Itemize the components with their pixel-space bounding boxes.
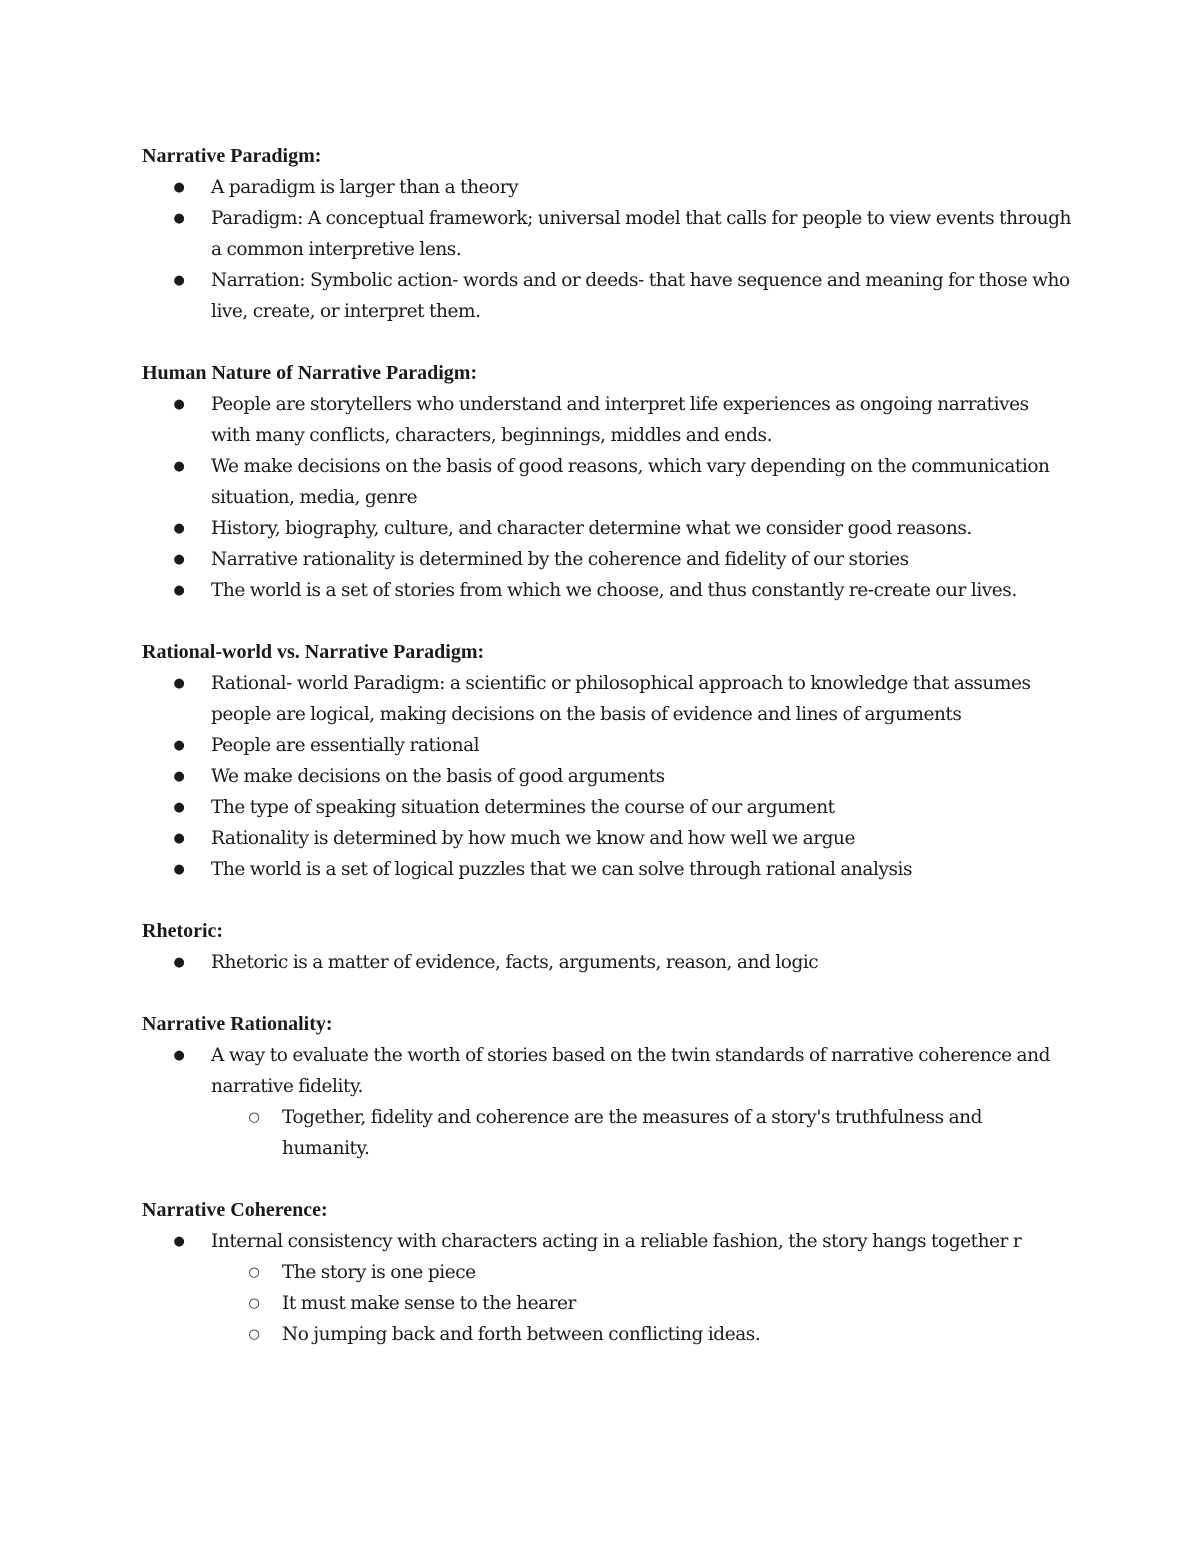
bullet-icon: ● [173,180,185,195]
list-item [142,513,1072,544]
list-item [142,575,1072,606]
list-item [142,761,1072,792]
sub-list-item [211,1257,1072,1288]
list-item [142,389,1072,451]
section-narrative-paradigm [142,141,1072,327]
list-item-text: Internal consistency with characters acting in a reliable fashion, the story hangs together r [211,1231,1022,1252]
section-heading: Rational-world vs. Narrative Paradigm: [142,641,485,663]
sub-list-item-text: The story is one piece [282,1262,476,1283]
bullet-icon: ● [173,1234,185,1249]
list-item-text: History, biography, culture, and character determine what we consider good reasons. [211,518,972,539]
list-item [142,947,1072,978]
bullet-icon: ● [173,676,185,691]
sub-list-item [211,1288,1072,1319]
document-page [142,141,1072,1381]
section-heading: Rhetoric: [142,920,224,942]
hollow-bullet-icon: ○ [248,1296,260,1311]
bullet-icon: ● [173,800,185,815]
hollow-bullet-icon: ○ [248,1327,260,1342]
bullet-list [142,172,1072,327]
section-narrative-rationality [142,1009,1072,1164]
list-item [142,172,1072,203]
bullet-icon: ● [173,211,185,226]
bullet-icon: ● [173,397,185,412]
list-item [142,451,1072,513]
bullet-icon: ● [173,273,185,288]
bullet-list [142,947,1072,978]
list-item [142,544,1072,575]
list-item-text: Rational- world Paradigm: a scientific or philosophical approach to knowledge that assumes people are logical, making decisions on the basis of evidence and lines of arguments [211,673,1031,725]
list-item-text: Narrative rationality is determined by the coherence and fidelity of our stories [211,549,909,570]
list-item-text: Rationality is determined by how much we know and how well we argue [211,828,855,849]
bullet-icon: ● [173,955,185,970]
list-item [142,823,1072,854]
section-narrative-coherence [142,1195,1072,1350]
sub-bullet-list [211,1102,1072,1164]
list-item-text: Paradigm: A conceptual framework; universal model that calls for people to view events through a common interpretive lens. [211,208,1071,260]
bullet-icon: ● [173,1048,185,1063]
list-item-text: Rhetoric is a matter of evidence, facts, arguments, reason, and logic [211,952,819,973]
list-item-text: A paradigm is larger than a theory [211,177,519,198]
bullet-list [142,668,1072,885]
section-rational-world-vs-narrative [142,637,1072,885]
sub-list-item-text: It must make sense to the hearer [282,1293,576,1314]
list-item-text: The type of speaking situation determines the course of our argument [211,797,835,818]
section-heading: Narrative Paradigm: [142,145,322,167]
bullet-list [142,1040,1072,1164]
bullet-icon: ● [173,459,185,474]
list-item-text: The world is a set of logical puzzles that we can solve through rational analysis [211,859,913,880]
list-item [142,1040,1072,1164]
list-item [142,792,1072,823]
sub-list-item-text: Together, fidelity and coherence are the measures of a story's truthfulness and humanity. [282,1107,983,1159]
section-human-nature [142,358,1072,606]
section-heading: Narrative Rationality: [142,1013,333,1035]
list-item [142,265,1072,327]
sub-list-item [211,1319,1072,1350]
bullet-icon: ● [173,583,185,598]
bullet-icon: ● [173,521,185,536]
list-item [142,1226,1072,1350]
bullet-icon: ● [173,862,185,877]
list-item-text: The world is a set of stories from which we choose, and thus constantly re-create our lives. [211,580,1017,601]
list-item-text: A way to evaluate the worth of stories based on the twin standards of narrative coherence and narrative fidelity. [211,1045,1050,1097]
bullet-icon: ● [173,769,185,784]
list-item-text: We make decisions on the basis of good arguments [211,766,665,787]
sub-bullet-list [211,1257,1072,1350]
list-item [142,203,1072,265]
list-item [142,730,1072,761]
list-item [142,854,1072,885]
bullet-list [142,1226,1072,1350]
list-item-text: We make decisions on the basis of good reasons, which vary depending on the communication situation, media, genre [211,456,1050,508]
hollow-bullet-icon: ○ [248,1110,260,1125]
section-rhetoric [142,916,1072,978]
list-item-text: Narration: Symbolic action- words and or deeds- that have sequence and meaning for those who live, create, or interpret them. [211,270,1070,322]
bullet-list [142,389,1072,606]
list-item-text: People are storytellers who understand and interpret life experiences as ongoing narratives with many conflicts, characters, beginnings, middles and ends. [211,394,1029,446]
hollow-bullet-icon: ○ [248,1265,260,1280]
bullet-icon: ● [173,552,185,567]
list-item [142,668,1072,730]
bullet-icon: ● [173,738,185,753]
sub-list-item [211,1102,1072,1164]
section-heading: Narrative Coherence: [142,1199,328,1221]
bullet-icon: ● [173,831,185,846]
list-item-text: People are essentially rational [211,735,480,756]
section-heading: Human Nature of Narrative Paradigm: [142,362,478,384]
sub-list-item-text: No jumping back and forth between conflicting ideas. [282,1324,761,1345]
